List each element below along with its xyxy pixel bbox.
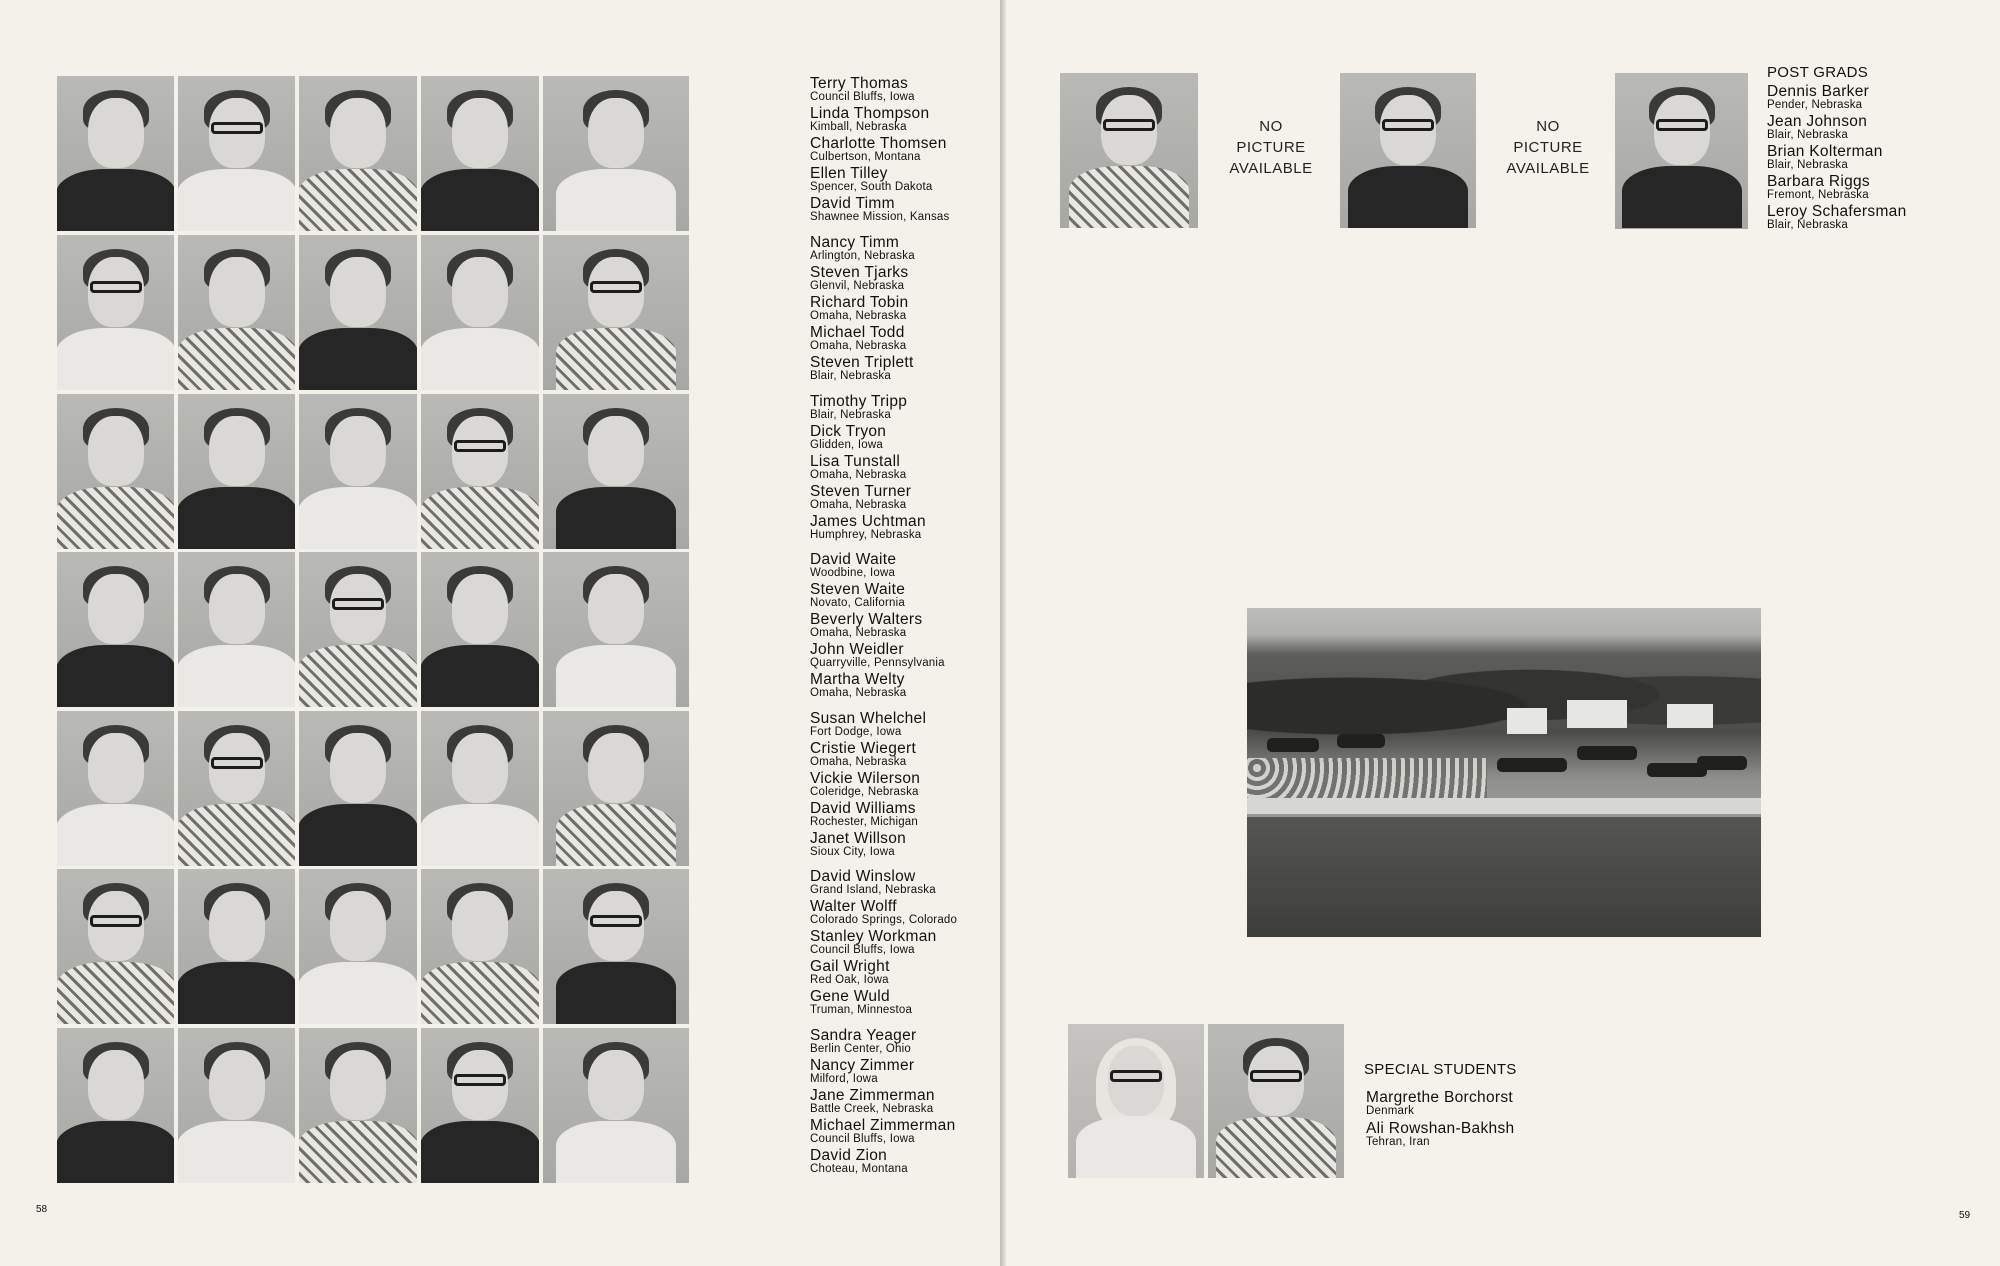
student-name: Dick Tryon (810, 423, 887, 440)
student-portrait (421, 1028, 539, 1183)
student-name: David Winslow (810, 868, 916, 885)
student-hometown: Grand Island, Nebraska (810, 884, 936, 896)
student-hometown: Berlin Center, Ohio (810, 1043, 911, 1055)
student-hometown: Kimball, Nebraska (810, 121, 907, 133)
student-hometown: Woodbine, Iowa (810, 567, 896, 579)
student-name: Janet Willson (810, 830, 907, 847)
student-name: Sandra Yeager (810, 1027, 917, 1044)
student-portrait (57, 76, 174, 231)
student-hometown: Fremont, Nebraska (1767, 189, 1869, 201)
student-hometown: Choteau, Montana (810, 1163, 908, 1175)
post-grad-photo-2 (1340, 73, 1476, 228)
student-name: Jean Johnson (1767, 113, 1868, 130)
student-portrait (178, 869, 295, 1024)
student-hometown: Omaha, Nebraska (810, 627, 907, 639)
student-portrait (421, 235, 539, 390)
special-student-photo-2 (1208, 1024, 1344, 1178)
student-name: Nancy Timm (810, 234, 900, 251)
post-grads-list (1767, 84, 1907, 234)
student-hometown: Quarryville, Pennsylvania (810, 657, 945, 669)
student-hometown: Blair, Nebraska (810, 370, 891, 382)
student-name: Steven Tjarks (810, 264, 909, 281)
student-name: James Uchtman (810, 513, 926, 530)
student-name: Richard Tobin (810, 294, 909, 311)
student-portrait (299, 394, 417, 549)
student-hometown: Sioux City, Iowa (810, 846, 895, 858)
student-name: David Zion (810, 1147, 888, 1164)
student-hometown: Blair, Nebraska (1767, 219, 1848, 231)
student-name: Linda Thompson (810, 105, 930, 122)
student-portrait (543, 711, 689, 866)
student-name: Timothy Tripp (810, 393, 908, 410)
student-portrait (543, 1028, 689, 1183)
student-portrait (57, 235, 174, 390)
student-entry (1767, 114, 1907, 144)
student-portrait (421, 394, 539, 549)
special-students-list (1366, 1090, 1514, 1152)
student-entry (1366, 1121, 1514, 1152)
student-name: Michael Todd (810, 324, 905, 341)
student-portrait (299, 711, 417, 866)
student-portrait (421, 711, 539, 866)
student-name: Gene Wuld (810, 988, 890, 1005)
student-name: Michael Zimmerman (810, 1117, 956, 1134)
student-portrait (178, 76, 295, 231)
student-hometown: Council Bluffs, Iowa (810, 91, 915, 103)
student-portrait (299, 1028, 417, 1183)
student-name: David Waite (810, 551, 897, 568)
student-portrait (178, 394, 295, 549)
student-name: Nancy Zimmer (810, 1057, 915, 1074)
student-portrait (57, 869, 174, 1024)
portrait-row (57, 394, 1057, 549)
student-name: Leroy Schafersman (1767, 203, 1907, 220)
student-name: Vickie Wilerson (810, 770, 921, 787)
student-portrait (421, 869, 539, 1024)
student-hometown: Omaha, Nebraska (810, 687, 907, 699)
student-name: Stanley Workman (810, 928, 937, 945)
student-hometown: Omaha, Nebraska (810, 756, 907, 768)
student-hometown: Shawnee Mission, Kansas (810, 211, 950, 223)
student-portrait (57, 552, 174, 707)
student-hometown: Omaha, Nebraska (810, 340, 907, 352)
student-hometown: Rochester, Michigan (810, 816, 918, 828)
student-portrait (543, 394, 689, 549)
student-name: Steven Turner (810, 483, 912, 500)
student-name: Charlotte Thomsen (810, 135, 947, 152)
student-hometown: Arlington, Nebraska (810, 250, 915, 262)
student-name: Beverly Walters (810, 611, 923, 628)
student-name: Terry Thomas (810, 75, 909, 92)
student-hometown: Glenvil, Nebraska (810, 280, 905, 292)
student-name: Brian Kolterman (1767, 143, 1883, 160)
student-portrait (543, 76, 689, 231)
student-hometown: Omaha, Nebraska (810, 310, 907, 322)
portrait-row (57, 869, 1057, 1024)
portrait-row (57, 235, 1057, 390)
student-portrait (178, 1028, 295, 1183)
student-portrait (421, 552, 539, 707)
post-grad-photo-3 (1615, 73, 1748, 229)
campus-landscape-photo (1247, 608, 1761, 937)
student-portrait (178, 711, 295, 866)
student-portrait (299, 235, 417, 390)
page-number-right: 59 (1959, 1210, 1971, 1221)
student-hometown: Omaha, Nebraska (810, 469, 907, 481)
student-entry (1767, 84, 1907, 114)
student-name: John Weidler (810, 641, 904, 658)
student-hometown: Fort Dodge, Iowa (810, 726, 902, 738)
student-portrait (178, 552, 295, 707)
page-number-left: 58 (36, 1204, 48, 1215)
student-name: Dennis Barker (1767, 83, 1870, 100)
student-name: Barbara Riggs (1767, 173, 1870, 190)
student-portrait (57, 711, 174, 866)
student-hometown: Novato, California (810, 597, 906, 609)
special-students-title: SPECIAL STUDENTS (1364, 1061, 1517, 1078)
student-hometown: Pender, Nebraska (1767, 99, 1863, 111)
student-portrait (299, 76, 417, 231)
student-portrait (543, 869, 689, 1024)
student-hometown: Humphrey, Nebraska (810, 529, 922, 541)
student-portrait (57, 1028, 174, 1183)
student-portrait (178, 235, 295, 390)
student-name: David Timm (810, 195, 895, 212)
post-grads-title: POST GRADS (1767, 64, 1869, 81)
student-hometown: Council Bluffs, Iowa (810, 944, 915, 956)
student-name: Steven Triplett (810, 354, 914, 371)
student-portrait (543, 552, 689, 707)
student-name: Jane Zimmerman (810, 1087, 935, 1104)
no-picture-label-2: NO PICTURE AVAILABLE (1506, 118, 1590, 177)
student-hometown: Council Bluffs, Iowa (810, 1133, 915, 1145)
student-name: Steven Waite (810, 581, 906, 598)
student-entry (1767, 174, 1907, 204)
student-name: Susan Whelchel (810, 710, 927, 727)
student-hometown: Spencer, South Dakota (810, 181, 933, 193)
portrait-row (57, 711, 1057, 866)
student-name: Ellen Tilley (810, 165, 888, 182)
student-portrait (421, 76, 539, 231)
student-hometown: Colorado Springs, Colorado (810, 914, 958, 926)
student-hometown: Blair, Nebraska (810, 409, 891, 421)
special-student-photo-1 (1068, 1024, 1204, 1178)
student-hometown: Battle Creek, Nebraska (810, 1103, 934, 1115)
student-hometown: Culbertson, Montana (810, 151, 921, 163)
student-hometown: Blair, Nebraska (1767, 159, 1848, 171)
student-portrait (299, 552, 417, 707)
student-hometown: Blair, Nebraska (1767, 129, 1848, 141)
student-name: Martha Welty (810, 671, 905, 688)
student-name: Ali Rowshan-Bakhsh (1366, 1120, 1515, 1137)
student-entry (1767, 204, 1907, 234)
student-hometown: Milford, Iowa (810, 1073, 878, 1085)
student-name: Gail Wright (810, 958, 890, 975)
student-name: David Williams (810, 800, 916, 817)
student-name: Cristie Wiegert (810, 740, 917, 757)
portrait-row (57, 552, 1057, 707)
student-name: Margrethe Borchorst (1366, 1089, 1513, 1106)
student-hometown: Tehran, Iran (1366, 1136, 1430, 1148)
student-entry (1366, 1090, 1514, 1121)
student-hometown: Truman, Minnestoa (810, 1004, 913, 1016)
student-entry (1767, 144, 1907, 174)
student-hometown: Red Oak, Iowa (810, 974, 889, 986)
student-portrait (57, 394, 174, 549)
student-portrait (299, 869, 417, 1024)
portrait-row (57, 76, 1057, 231)
no-picture-label-1: NO PICTURE AVAILABLE (1229, 118, 1313, 177)
student-hometown: Glidden, Iowa (810, 439, 883, 451)
student-name: Walter Wolff (810, 898, 897, 915)
portrait-row (57, 1028, 1057, 1183)
student-hometown: Denmark (1366, 1105, 1415, 1117)
post-grad-photo-1 (1060, 73, 1198, 228)
student-hometown: Coleridge, Nebraska (810, 786, 919, 798)
student-name: Lisa Tunstall (810, 453, 901, 470)
student-portrait (543, 235, 689, 390)
student-hometown: Omaha, Nebraska (810, 499, 907, 511)
